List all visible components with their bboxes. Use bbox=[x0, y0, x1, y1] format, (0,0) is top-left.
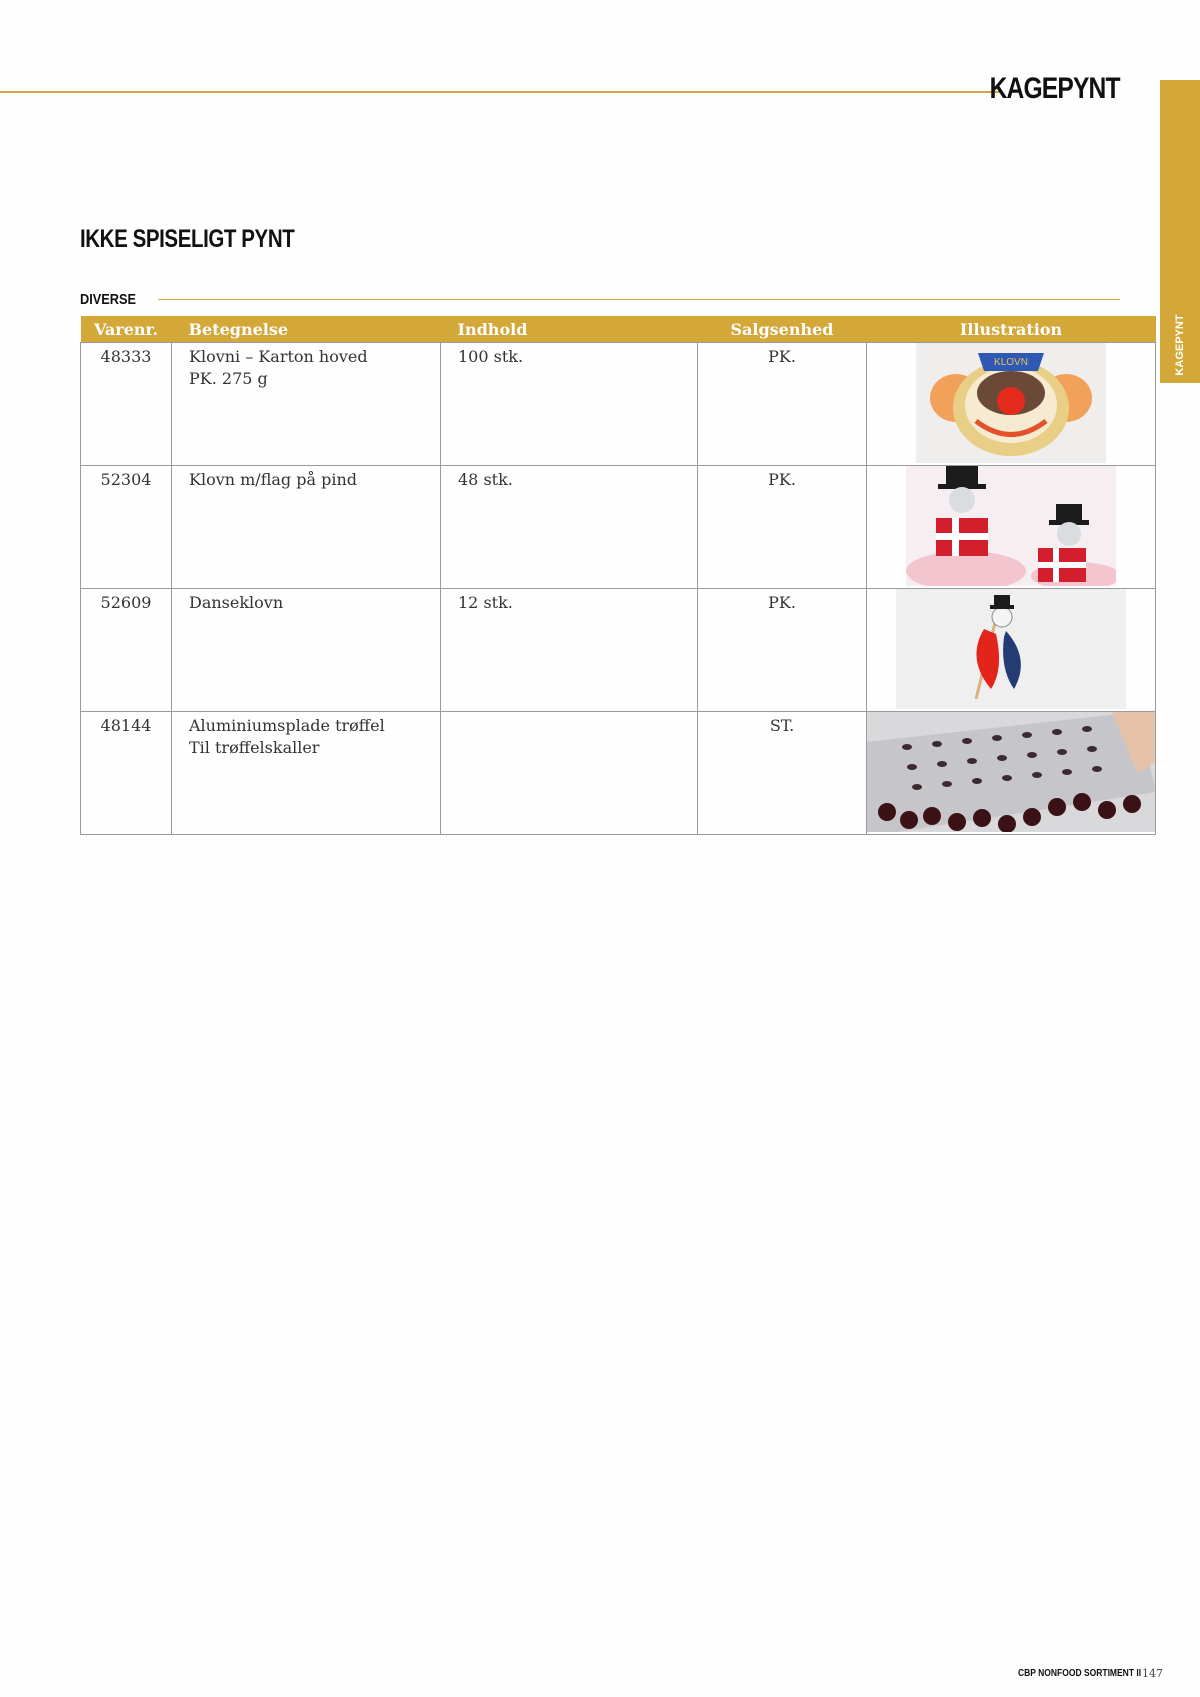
clown-cardboard-head-image bbox=[916, 343, 1106, 463]
column-header-illustration: Illustration bbox=[867, 316, 1156, 343]
aluminium-truffle-plate-image bbox=[867, 712, 1156, 832]
column-header-varenr: Varenr. bbox=[81, 316, 172, 343]
item-content: 48 stk. bbox=[441, 466, 698, 589]
column-header-betegnelse: Betegnelse bbox=[172, 316, 441, 343]
item-illustration bbox=[867, 466, 1156, 589]
item-name-line: Danseklovn bbox=[189, 593, 284, 612]
item-name bbox=[172, 466, 441, 589]
item-illustration bbox=[867, 343, 1156, 466]
item-number: 48333 bbox=[81, 343, 172, 466]
item-name-line: Klovn m/flag på pind bbox=[189, 470, 358, 489]
item-unit: ST. bbox=[698, 712, 867, 835]
column-header-salgsenhed: Salgsenhed bbox=[698, 316, 867, 343]
item-number: 52304 bbox=[81, 466, 172, 589]
item-name bbox=[172, 712, 441, 835]
item-unit: PK. bbox=[698, 589, 867, 712]
item-name bbox=[172, 343, 441, 466]
dancing-clown-image bbox=[896, 589, 1126, 709]
item-illustration bbox=[867, 589, 1156, 712]
item-number: 52609 bbox=[81, 589, 172, 712]
item-name bbox=[172, 589, 441, 712]
section-title: KAGEPYNT bbox=[989, 72, 1120, 105]
item-content: 100 stk. bbox=[441, 343, 698, 466]
item-name-line: Aluminiumsplade trøffel bbox=[189, 716, 385, 735]
table-row bbox=[81, 712, 1156, 835]
item-content: 12 stk. bbox=[441, 589, 698, 712]
top-rule bbox=[0, 91, 1000, 93]
side-tab-label: KAGEPYNT bbox=[1174, 314, 1186, 376]
item-unit: PK. bbox=[698, 343, 867, 466]
page-number: 147 bbox=[1142, 1667, 1163, 1680]
table-row bbox=[81, 466, 1156, 589]
subsection-rule bbox=[158, 299, 1120, 300]
item-illustration bbox=[867, 712, 1156, 835]
table-row bbox=[81, 589, 1156, 712]
item-number: 48144 bbox=[81, 712, 172, 835]
item-name-line: Klovni – Karton hoved bbox=[189, 347, 368, 366]
side-tab bbox=[1160, 80, 1200, 383]
clown-flag-stick-image bbox=[906, 466, 1116, 586]
table-row bbox=[81, 343, 1156, 466]
item-content bbox=[441, 712, 698, 835]
item-name-line: Til trøffelskaller bbox=[189, 738, 320, 757]
item-unit: PK. bbox=[698, 466, 867, 589]
column-header-indhold: Indhold bbox=[441, 316, 698, 343]
subsection-label: DIVERSE bbox=[80, 291, 136, 308]
svg-text:KLOVN: KLOVN bbox=[994, 357, 1028, 368]
footer-brand: CBP NONFOOD SORTIMENT II bbox=[1018, 1668, 1142, 1679]
table-header-row bbox=[81, 316, 1156, 343]
page-heading: IKKE SPISELIGT PYNT bbox=[80, 225, 295, 253]
product-table bbox=[80, 316, 1156, 835]
item-name-line: PK. 275 g bbox=[189, 369, 268, 388]
